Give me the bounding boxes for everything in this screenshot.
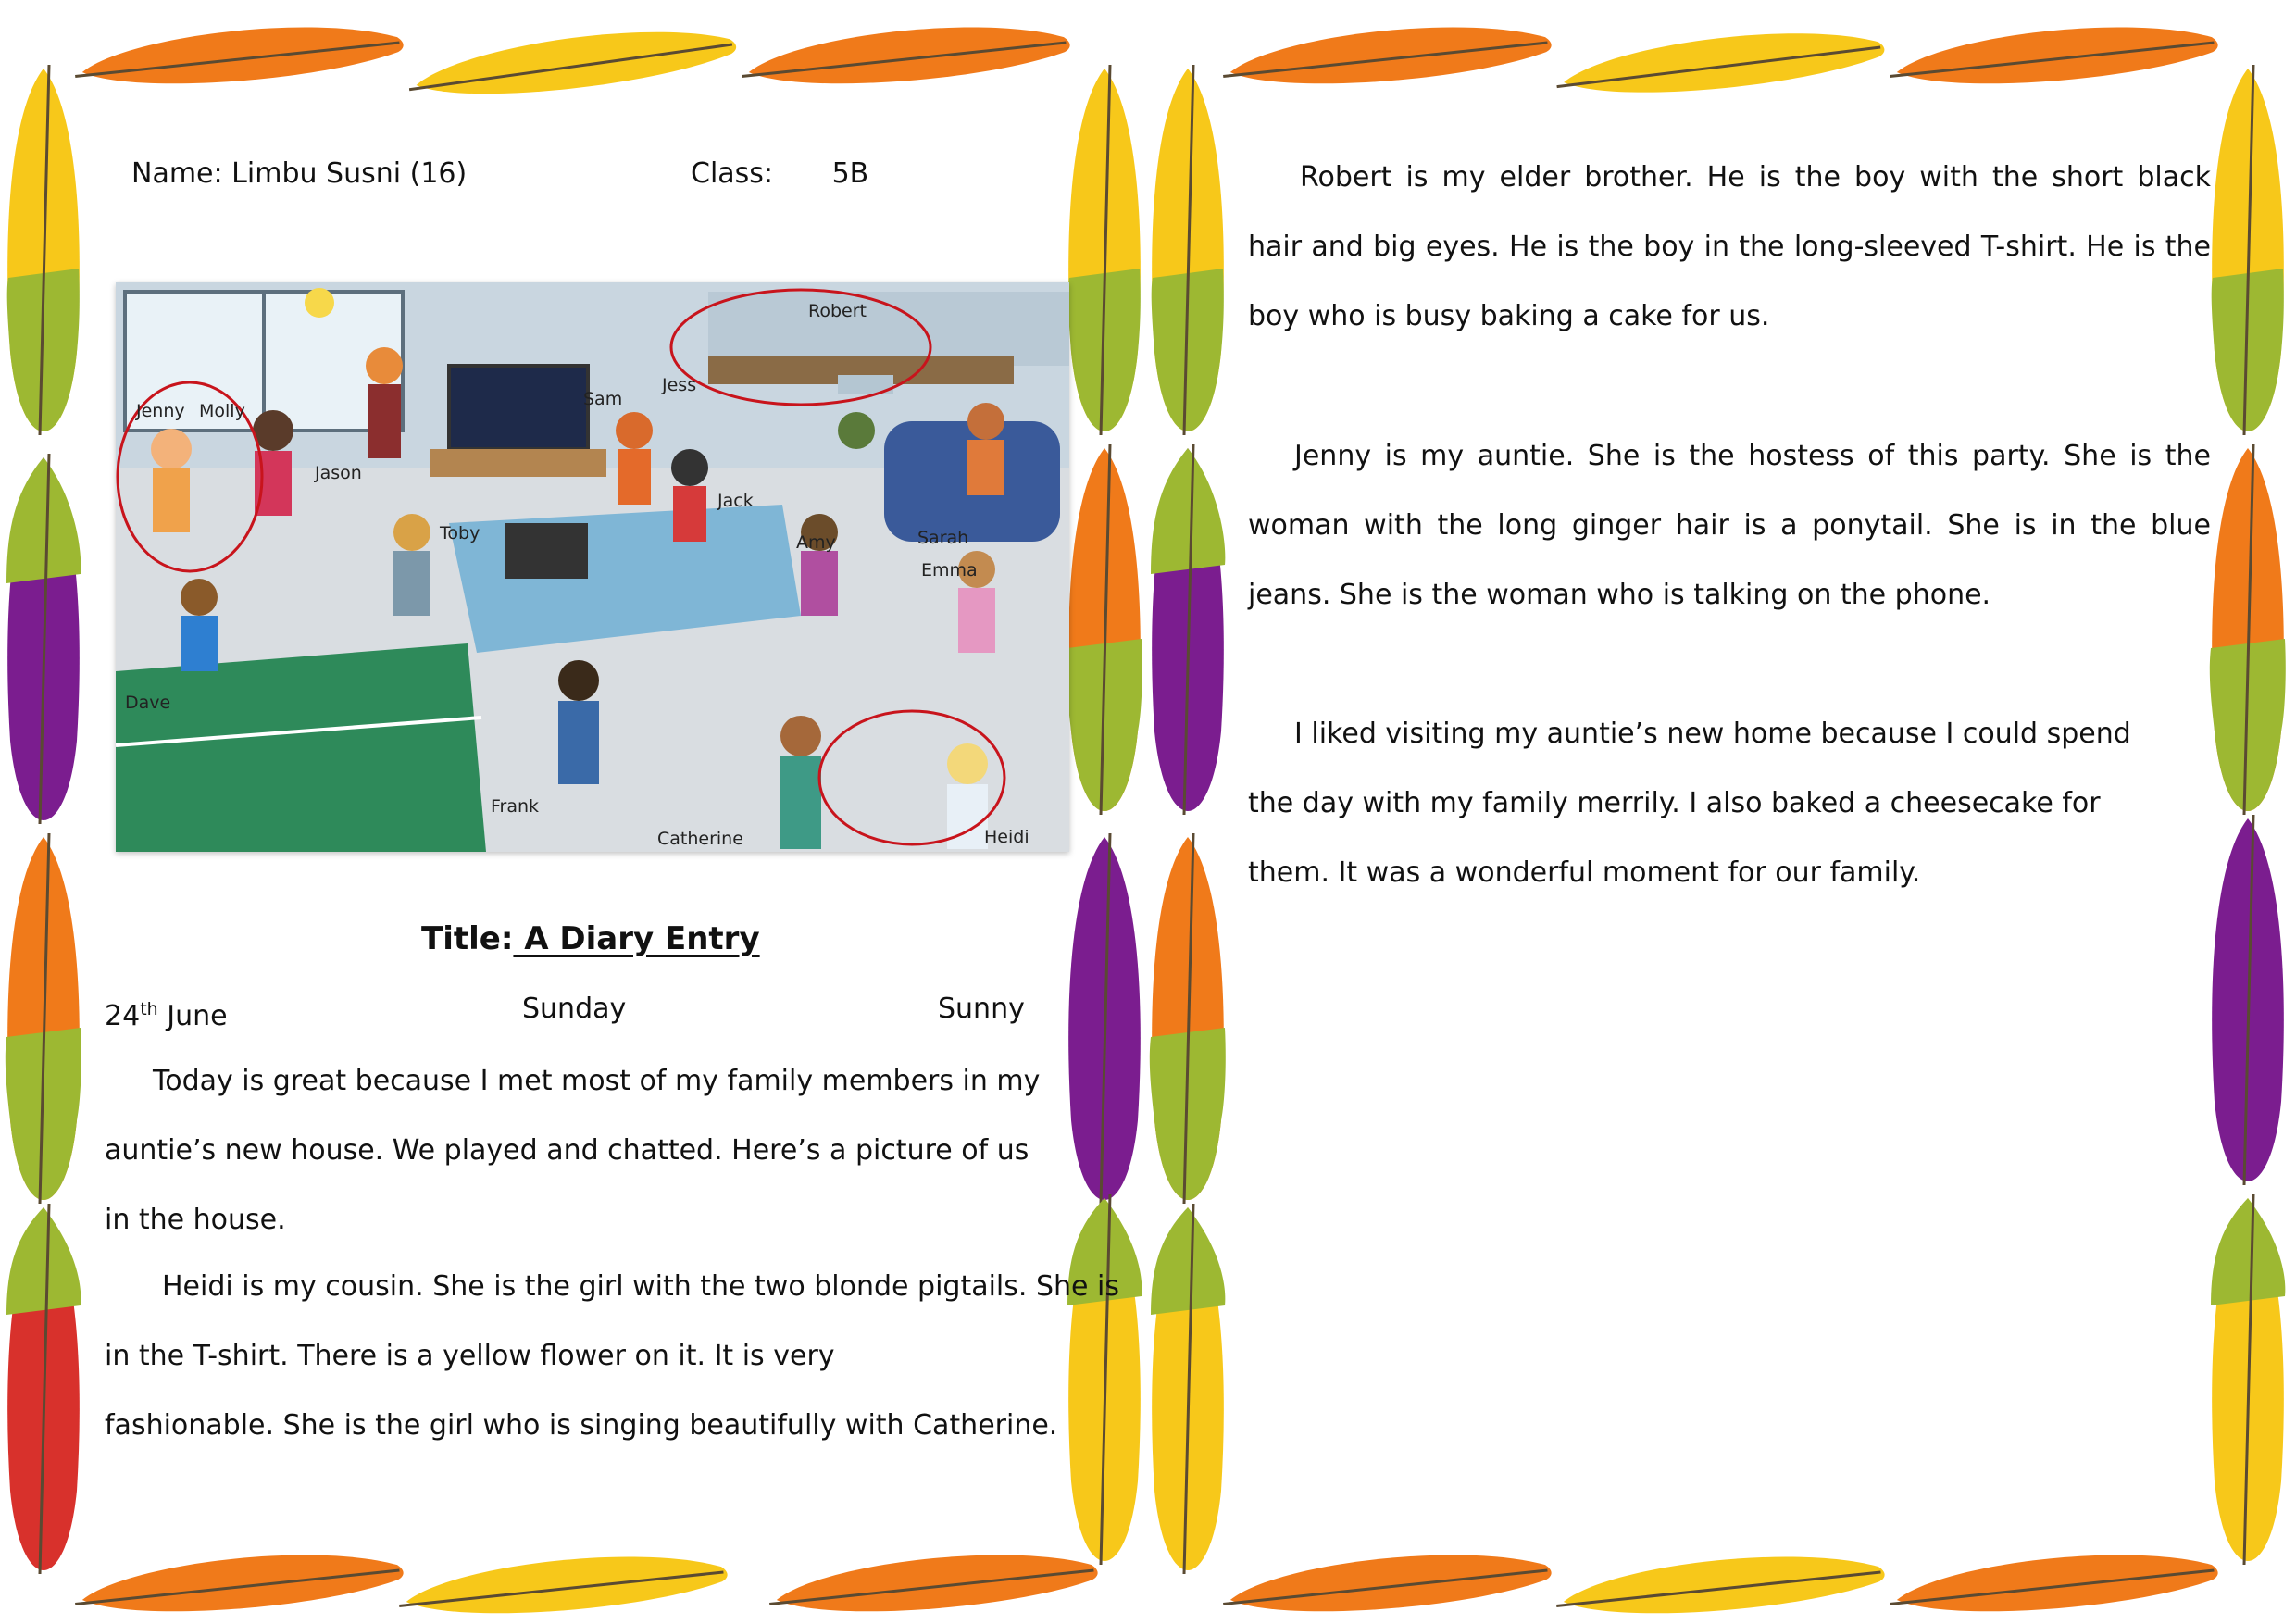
heidi-line-2: in the T-shirt. There is a yellow flower on it. It is very <box>105 1340 835 1372</box>
heidi-paragraph <box>105 1252 1119 1460</box>
date-month: June <box>157 1000 228 1032</box>
date-suffix: th <box>140 999 158 1019</box>
label-molly: Molly <box>199 401 245 421</box>
jenny-text: Jenny is my auntie. She is the hostess of this party. She is the woman with the long ginger hair is a ponytail. She is in the blue jeans. She is the woman who is talking on the phone. <box>1248 440 2211 611</box>
label-jess: Jess <box>662 375 697 395</box>
name-label: Name: <box>131 157 223 190</box>
label-jenny: Jenny <box>136 401 185 421</box>
robert-paragraph <box>1248 143 2211 351</box>
class-row <box>691 157 868 191</box>
heidi-line-3: fashionable. She is the girl who is singing beautifully with Catherine. <box>105 1409 1058 1442</box>
diary-weather: Sunny <box>938 993 1025 1025</box>
jenny-paragraph <box>1248 421 2211 630</box>
intro-paragraph <box>105 1046 1049 1255</box>
class-label: Class: <box>691 157 774 190</box>
label-dave: Dave <box>125 693 171 713</box>
diary-date <box>105 993 228 1033</box>
label-jason: Jason <box>315 463 362 483</box>
label-amy: Amy <box>796 532 836 553</box>
label-jack: Jack <box>718 491 754 511</box>
closing-text: I liked visiting my auntie’s new home because I could spend the day with my family merrily. I also baked a cheesecake for them. It was a wonderful moment for our family. <box>1248 718 2131 889</box>
label-catherine: Catherine <box>657 829 743 849</box>
robert-text: Robert is my elder brother. He is the boy with the short black hair and big eyes. He is the boy in the long-sleeved T-shirt. He is the boy who is busy baking a cake for us. <box>1248 161 2211 332</box>
label-sarah: Sarah <box>917 528 969 548</box>
diary-title <box>421 920 760 957</box>
right-page <box>1148 0 2296 1624</box>
family-party-picture <box>116 282 1069 852</box>
closing-paragraph <box>1248 699 2174 907</box>
label-emma: Emma <box>921 560 978 581</box>
label-robert: Robert <box>808 301 867 321</box>
label-frank: Frank <box>491 796 540 817</box>
class-value: 5B <box>831 157 869 190</box>
title-label: Title: <box>421 920 514 957</box>
date-day: 24 <box>105 1000 141 1032</box>
label-toby: Toby <box>440 523 480 543</box>
title-value: A Diary Entry <box>513 920 760 957</box>
name-row <box>131 157 467 191</box>
diary-weekday: Sunday <box>522 993 627 1025</box>
heidi-line-1: Heidi is my cousin. She is the girl with the two blonde pigtails. She is <box>162 1270 1119 1303</box>
intro-text: Today is great because I met most of my family members in my auntie’s new house. We played and chatted. Here’s a picture of us in the house. <box>105 1065 1041 1236</box>
label-sam: Sam <box>583 389 623 409</box>
name-value: Limbu Susni (16) <box>231 157 468 190</box>
label-heidi: Heidi <box>984 827 1029 847</box>
